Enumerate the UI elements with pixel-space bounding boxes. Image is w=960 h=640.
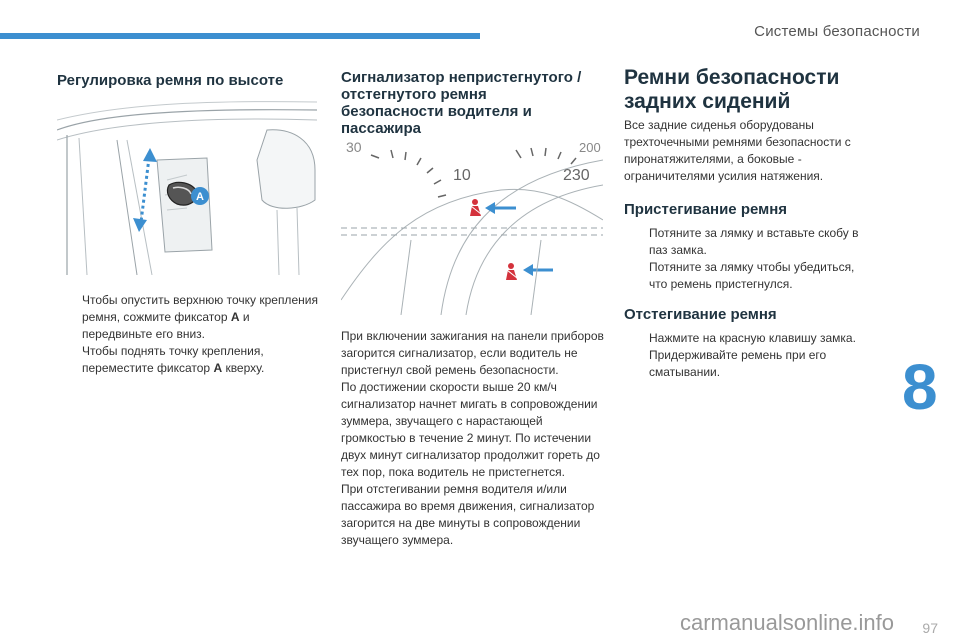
header-accent-bar [0,33,480,39]
fasten-instructions [624,225,874,293]
list-item-text: Потяните за лямку чтобы убедиться, что ремень пристегнулся. [649,260,855,291]
list-item [624,259,874,293]
page-number: 97 [922,620,938,636]
watermark: carmanualsonline.info [680,610,895,635]
gauge-label-230: 230 [563,167,590,184]
list-item-text: Придерживайте ремень при его сматывании. [649,348,827,379]
list-item [57,292,322,343]
title-line: задних сидений [624,90,791,113]
list-item [57,343,322,377]
fixer-a-label: A [196,191,204,203]
gauge-label-200: 200 [579,140,601,155]
list-item [624,330,874,347]
fixer-letter: A [230,310,240,324]
height-adjust-instructions [57,292,322,377]
list-item-text: Чтобы поднять точку крепления, переместите фиксатор [82,344,264,375]
fixer-letter: A [213,361,223,375]
chapter-number: 8 [902,351,938,423]
seatbelt-warning-title [341,69,606,137]
gauge-label-10: 10 [453,167,471,184]
title-line: отстегнутого ремня [341,86,487,103]
list-item-text: Чтобы опустить верхнюю точку крепления ремня, сожмите фиксатор [82,293,318,324]
paragraph: При отстегивании ремня водителя и/или пассажира во время движения, сигнализатор загорится на две минуты в сопровождении звучащего зуммера. [341,482,595,547]
list-item-text: Потяните за лямку и вставьте скобу в паз замка. [649,226,859,257]
section-header-title: Системы безопасности [754,23,920,40]
list-item [624,225,874,259]
height-adjust-title: Регулировка ремня по высоте [57,72,284,89]
rear-seatbelts-intro: Все задние сиденья оборудованы трехточечными ремнями безопасности с пиронатяжителями, а боковые - ограничителями усилия натяжения. [624,118,851,183]
instrument-cluster-illustration [341,140,603,315]
fasten-title: Пристегивание ремня [624,201,788,218]
paragraph: При включении зажигания на панели приборов загорится сигнализатор, если водитель не пристегнул свой ремень безопасности. [341,329,604,377]
paragraph: По достижении скорости выше 20 км/ч сигнализатор начнет мигать в сопровождении зуммера, звучащего с нарастающей громкостью в течение 2 минут. По истечении двух минут сигнализатор продолжит гореть до тех пор, пока водитель не пристегнется. [341,380,600,479]
unfasten-instructions [624,330,874,381]
unfasten-title: Отстегивание ремня [624,306,777,323]
seatbelt-warning-text [341,328,606,549]
gauge-label-30: 30 [346,140,362,155]
list-item [624,347,874,381]
list-item-text: Нажмите на красную клавишу замка. [649,331,856,345]
title-line: пассажира [341,120,421,137]
title-line: безопасности водителя и [341,103,532,120]
rear-seatbelts-title [624,66,874,114]
list-item-text: кверху. [222,361,265,375]
title-line: Сигнализатор непристегнутого / [341,69,582,86]
title-line: Ремни безопасности [624,66,840,89]
list-item-text: и передвиньте его вниз. [82,310,250,341]
belt-height-adjuster-illustration [57,100,319,275]
